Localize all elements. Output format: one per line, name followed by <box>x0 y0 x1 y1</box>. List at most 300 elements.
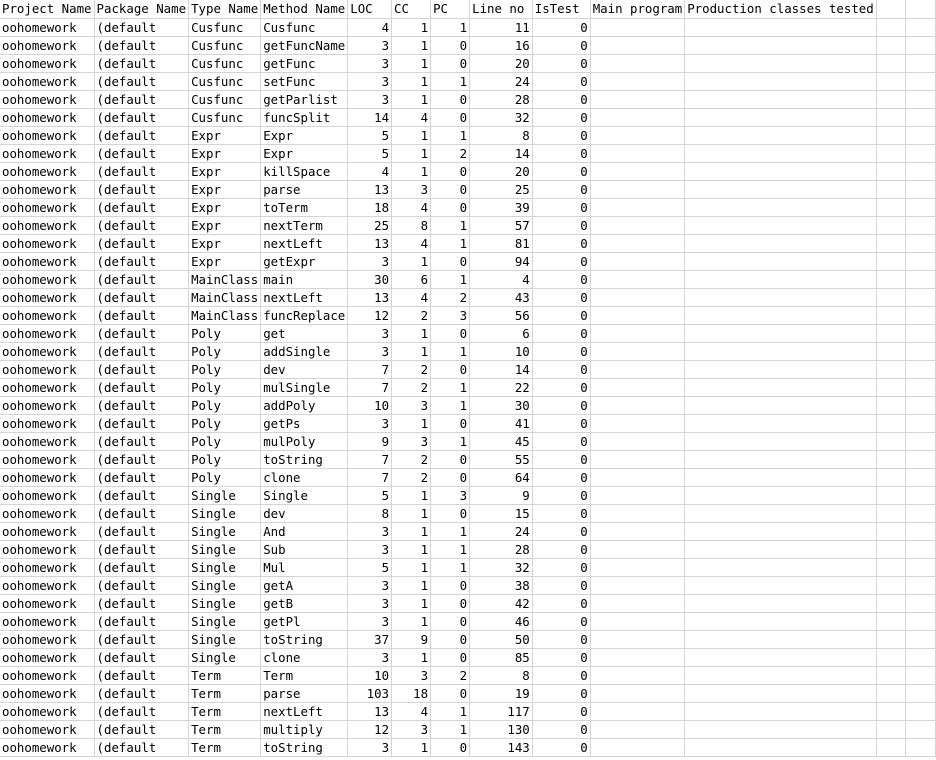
table-cell[interactable] <box>876 36 906 54</box>
table-cell[interactable]: 8 <box>348 504 392 522</box>
table-cell[interactable] <box>876 540 906 558</box>
table-cell[interactable]: oohomework <box>0 720 94 738</box>
table-cell[interactable]: 3 <box>348 648 392 666</box>
table-cell[interactable]: getExpr <box>261 252 348 270</box>
table-cell[interactable]: 0 <box>431 36 470 54</box>
table-cell[interactable] <box>685 702 877 720</box>
table-cell[interactable] <box>590 54 685 72</box>
table-cell[interactable]: (default <box>94 594 189 612</box>
table-cell[interactable] <box>685 198 877 216</box>
table-cell[interactable]: (default <box>94 360 189 378</box>
table-cell[interactable]: 14 <box>470 360 533 378</box>
table-cell[interactable] <box>906 558 936 576</box>
table-cell[interactable] <box>906 576 936 594</box>
table-cell[interactable]: Expr <box>189 198 261 216</box>
table-cell[interactable]: 3 <box>348 90 392 108</box>
table-cell[interactable]: 13 <box>348 234 392 252</box>
table-cell[interactable] <box>906 720 936 738</box>
table-cell[interactable]: 1 <box>392 18 431 36</box>
table-cell[interactable]: 0 <box>532 720 590 738</box>
table-cell[interactable] <box>876 126 906 144</box>
table-cell[interactable]: 0 <box>431 54 470 72</box>
table-cell[interactable]: Cusfunc <box>189 18 261 36</box>
table-cell[interactable]: (default <box>94 72 189 90</box>
table-cell[interactable]: 1 <box>431 342 470 360</box>
table-cell[interactable]: (default <box>94 162 189 180</box>
table-cell[interactable] <box>906 144 936 162</box>
table-cell[interactable]: Cusfunc <box>189 54 261 72</box>
table-cell[interactable]: Sub <box>261 540 348 558</box>
table-cell[interactable]: 0 <box>431 594 470 612</box>
table-cell[interactable] <box>876 90 906 108</box>
table-cell[interactable]: oohomework <box>0 306 94 324</box>
table-cell[interactable]: 14 <box>348 108 392 126</box>
table-cell[interactable] <box>590 378 685 396</box>
table-cell[interactable] <box>685 504 877 522</box>
table-cell[interactable]: Term <box>261 666 348 684</box>
table-cell[interactable]: Poly <box>189 468 261 486</box>
table-cell[interactable] <box>906 306 936 324</box>
table-cell[interactable]: 1 <box>392 72 431 90</box>
table-cell[interactable] <box>876 252 906 270</box>
table-cell[interactable] <box>590 108 685 126</box>
table-cell[interactable]: Expr <box>261 126 348 144</box>
table-cell[interactable] <box>685 684 877 702</box>
table-cell[interactable]: 7 <box>348 468 392 486</box>
table-cell[interactable] <box>906 54 936 72</box>
table-cell[interactable]: 0 <box>532 54 590 72</box>
table-cell[interactable]: 4 <box>392 108 431 126</box>
table-cell[interactable]: 1 <box>431 126 470 144</box>
table-cell[interactable] <box>876 324 906 342</box>
table-cell[interactable]: 0 <box>532 108 590 126</box>
table-cell[interactable]: Single <box>189 522 261 540</box>
table-cell[interactable]: 0 <box>532 666 590 684</box>
table-cell[interactable]: Cusfunc <box>189 108 261 126</box>
table-cell[interactable]: 8 <box>470 666 533 684</box>
table-cell[interactable]: 130 <box>470 720 533 738</box>
table-cell[interactable]: parse <box>261 684 348 702</box>
header-cell[interactable]: Main program <box>590 0 685 18</box>
table-cell[interactable]: 1 <box>392 522 431 540</box>
table-cell[interactable] <box>906 468 936 486</box>
table-cell[interactable]: (default <box>94 720 189 738</box>
table-cell[interactable]: 0 <box>532 90 590 108</box>
table-cell[interactable]: 1 <box>392 504 431 522</box>
table-cell[interactable]: (default <box>94 108 189 126</box>
table-cell[interactable]: 1 <box>392 126 431 144</box>
table-cell[interactable]: 64 <box>470 468 533 486</box>
table-cell[interactable]: 1 <box>392 36 431 54</box>
table-cell[interactable] <box>685 54 877 72</box>
table-cell[interactable]: 24 <box>470 72 533 90</box>
table-cell[interactable] <box>590 90 685 108</box>
table-cell[interactable] <box>906 180 936 198</box>
table-cell[interactable]: 1 <box>392 558 431 576</box>
table-cell[interactable]: 1 <box>431 234 470 252</box>
table-cell[interactable]: 2 <box>392 360 431 378</box>
table-cell[interactable]: 1 <box>392 252 431 270</box>
table-cell[interactable] <box>685 540 877 558</box>
table-cell[interactable]: 2 <box>431 666 470 684</box>
table-cell[interactable]: 5 <box>348 558 392 576</box>
table-cell[interactable]: Single <box>189 630 261 648</box>
table-cell[interactable]: (default <box>94 324 189 342</box>
table-cell[interactable]: 0 <box>431 360 470 378</box>
table-cell[interactable]: 1 <box>431 216 470 234</box>
table-cell[interactable]: 0 <box>532 36 590 54</box>
table-cell[interactable] <box>590 270 685 288</box>
table-cell[interactable]: (default <box>94 54 189 72</box>
table-cell[interactable]: 19 <box>470 684 533 702</box>
table-cell[interactable]: 1 <box>392 738 431 756</box>
table-cell[interactable] <box>685 18 877 36</box>
table-cell[interactable] <box>906 270 936 288</box>
table-cell[interactable]: 2 <box>431 144 470 162</box>
table-cell[interactable]: 0 <box>532 162 590 180</box>
table-cell[interactable] <box>906 450 936 468</box>
table-cell[interactable] <box>876 414 906 432</box>
table-cell[interactable]: (default <box>94 252 189 270</box>
table-cell[interactable]: 13 <box>348 288 392 306</box>
table-cell[interactable] <box>590 702 685 720</box>
table-cell[interactable]: 0 <box>532 378 590 396</box>
table-cell[interactable]: 1 <box>392 144 431 162</box>
table-cell[interactable] <box>590 252 685 270</box>
table-cell[interactable]: 3 <box>348 54 392 72</box>
table-cell[interactable] <box>590 468 685 486</box>
table-cell[interactable] <box>876 522 906 540</box>
table-cell[interactable]: 2 <box>392 468 431 486</box>
header-cell[interactable]: Line no <box>470 0 533 18</box>
table-cell[interactable]: 22 <box>470 378 533 396</box>
table-cell[interactable] <box>906 198 936 216</box>
table-cell[interactable]: 3 <box>348 522 392 540</box>
table-cell[interactable] <box>685 252 877 270</box>
table-cell[interactable]: 0 <box>532 126 590 144</box>
table-cell[interactable] <box>906 90 936 108</box>
table-cell[interactable]: (default <box>94 414 189 432</box>
table-cell[interactable]: 7 <box>348 360 392 378</box>
table-cell[interactable]: Single <box>189 486 261 504</box>
table-cell[interactable]: 43 <box>470 288 533 306</box>
table-cell[interactable]: Poly <box>189 342 261 360</box>
table-cell[interactable]: Poly <box>189 378 261 396</box>
table-cell[interactable]: (default <box>94 576 189 594</box>
table-cell[interactable] <box>876 234 906 252</box>
table-cell[interactable] <box>685 180 877 198</box>
table-cell[interactable] <box>685 126 877 144</box>
header-cell[interactable]: Method Name <box>261 0 348 18</box>
table-cell[interactable] <box>906 252 936 270</box>
table-cell[interactable]: 3 <box>348 252 392 270</box>
table-cell[interactable]: (default <box>94 666 189 684</box>
table-cell[interactable] <box>906 108 936 126</box>
table-cell[interactable]: oohomework <box>0 126 94 144</box>
table-cell[interactable]: 1 <box>431 270 470 288</box>
table-cell[interactable]: nextLeft <box>261 702 348 720</box>
table-cell[interactable]: main <box>261 270 348 288</box>
table-cell[interactable] <box>906 630 936 648</box>
table-cell[interactable]: 3 <box>392 666 431 684</box>
table-cell[interactable]: 0 <box>431 198 470 216</box>
table-cell[interactable] <box>876 180 906 198</box>
table-cell[interactable] <box>590 126 685 144</box>
table-cell[interactable] <box>590 720 685 738</box>
table-cell[interactable]: 3 <box>392 396 431 414</box>
table-cell[interactable] <box>906 396 936 414</box>
table-cell[interactable]: Single <box>189 504 261 522</box>
table-cell[interactable]: 0 <box>532 630 590 648</box>
table-cell[interactable]: 28 <box>470 540 533 558</box>
table-cell[interactable] <box>685 522 877 540</box>
table-cell[interactable] <box>906 486 936 504</box>
table-cell[interactable]: 0 <box>532 738 590 756</box>
table-cell[interactable]: addPoly <box>261 396 348 414</box>
table-cell[interactable] <box>685 720 877 738</box>
table-cell[interactable]: 0 <box>532 306 590 324</box>
table-cell[interactable]: 2 <box>392 378 431 396</box>
table-cell[interactable]: 10 <box>348 666 392 684</box>
table-cell[interactable]: 1 <box>431 432 470 450</box>
table-cell[interactable]: Cusfunc <box>189 90 261 108</box>
table-cell[interactable]: Expr <box>189 216 261 234</box>
table-cell[interactable]: Single <box>189 576 261 594</box>
header-cell[interactable]: Production classes tested <box>685 0 877 18</box>
table-cell[interactable] <box>876 270 906 288</box>
table-cell[interactable]: killSpace <box>261 162 348 180</box>
table-cell[interactable]: (default <box>94 468 189 486</box>
table-cell[interactable]: 0 <box>532 486 590 504</box>
table-cell[interactable]: 3 <box>348 738 392 756</box>
table-cell[interactable] <box>876 144 906 162</box>
table-cell[interactable] <box>590 486 685 504</box>
table-cell[interactable]: 3 <box>431 306 470 324</box>
table-cell[interactable] <box>876 216 906 234</box>
table-cell[interactable] <box>906 648 936 666</box>
table-cell[interactable]: oohomework <box>0 450 94 468</box>
table-cell[interactable]: (default <box>94 702 189 720</box>
table-cell[interactable]: Expr <box>189 126 261 144</box>
header-cell[interactable]: CC <box>392 0 431 18</box>
table-cell[interactable]: 0 <box>532 504 590 522</box>
header-cell[interactable]: Type Name <box>189 0 261 18</box>
table-cell[interactable] <box>906 360 936 378</box>
table-cell[interactable]: 39 <box>470 198 533 216</box>
table-cell[interactable]: 117 <box>470 702 533 720</box>
table-cell[interactable]: 3 <box>431 486 470 504</box>
table-cell[interactable] <box>876 108 906 126</box>
table-cell[interactable] <box>685 144 877 162</box>
table-cell[interactable] <box>590 234 685 252</box>
table-cell[interactable]: multiply <box>261 720 348 738</box>
table-cell[interactable]: nextLeft <box>261 234 348 252</box>
table-cell[interactable] <box>876 738 906 756</box>
table-cell[interactable]: 8 <box>470 126 533 144</box>
table-cell[interactable]: (default <box>94 396 189 414</box>
table-cell[interactable]: (default <box>94 558 189 576</box>
table-cell[interactable]: Single <box>189 594 261 612</box>
table-cell[interactable]: 0 <box>532 522 590 540</box>
table-cell[interactable] <box>590 306 685 324</box>
table-cell[interactable] <box>906 684 936 702</box>
table-cell[interactable] <box>906 702 936 720</box>
table-cell[interactable] <box>685 162 877 180</box>
table-cell[interactable] <box>906 342 936 360</box>
table-cell[interactable]: (default <box>94 180 189 198</box>
table-cell[interactable]: MainClass <box>189 288 261 306</box>
table-cell[interactable]: 0 <box>532 558 590 576</box>
table-cell[interactable]: 0 <box>431 108 470 126</box>
table-cell[interactable] <box>906 234 936 252</box>
table-cell[interactable]: (default <box>94 144 189 162</box>
table-cell[interactable]: 1 <box>431 72 470 90</box>
table-cell[interactable] <box>876 360 906 378</box>
table-cell[interactable]: 0 <box>532 324 590 342</box>
table-cell[interactable]: 94 <box>470 252 533 270</box>
table-cell[interactable]: Expr <box>189 144 261 162</box>
table-cell[interactable]: Single <box>189 540 261 558</box>
table-cell[interactable]: 0 <box>431 468 470 486</box>
table-cell[interactable]: oohomework <box>0 684 94 702</box>
table-cell[interactable]: oohomework <box>0 540 94 558</box>
table-cell[interactable] <box>590 288 685 306</box>
table-cell[interactable] <box>906 522 936 540</box>
table-cell[interactable]: 12 <box>348 720 392 738</box>
table-cell[interactable] <box>876 18 906 36</box>
table-cell[interactable]: 3 <box>348 594 392 612</box>
table-cell[interactable] <box>876 198 906 216</box>
table-cell[interactable] <box>685 594 877 612</box>
table-cell[interactable]: 0 <box>532 198 590 216</box>
table-cell[interactable] <box>906 612 936 630</box>
table-cell[interactable] <box>876 54 906 72</box>
table-cell[interactable]: 4 <box>392 702 431 720</box>
table-cell[interactable]: mulPoly <box>261 432 348 450</box>
table-cell[interactable]: 0 <box>532 468 590 486</box>
table-cell[interactable]: Cusfunc <box>261 18 348 36</box>
table-cell[interactable] <box>590 342 685 360</box>
table-cell[interactable]: Expr <box>189 252 261 270</box>
table-cell[interactable]: oohomework <box>0 396 94 414</box>
table-cell[interactable] <box>906 36 936 54</box>
table-cell[interactable]: 50 <box>470 630 533 648</box>
table-cell[interactable]: Single <box>189 612 261 630</box>
table-cell[interactable]: MainClass <box>189 270 261 288</box>
table-cell[interactable]: 3 <box>348 576 392 594</box>
table-cell[interactable]: 41 <box>470 414 533 432</box>
table-cell[interactable]: 0 <box>532 450 590 468</box>
table-cell[interactable]: 0 <box>532 702 590 720</box>
table-cell[interactable] <box>590 324 685 342</box>
table-cell[interactable]: And <box>261 522 348 540</box>
table-cell[interactable]: 20 <box>470 54 533 72</box>
table-cell[interactable]: Expr <box>189 162 261 180</box>
table-cell[interactable]: oohomework <box>0 702 94 720</box>
table-cell[interactable]: 1 <box>392 612 431 630</box>
table-cell[interactable] <box>685 738 877 756</box>
header-cell[interactable]: IsTest <box>532 0 590 18</box>
table-cell[interactable]: dev <box>261 504 348 522</box>
table-cell[interactable]: 28 <box>470 90 533 108</box>
table-cell[interactable]: 5 <box>348 486 392 504</box>
table-cell[interactable]: 3 <box>348 612 392 630</box>
table-cell[interactable]: 55 <box>470 450 533 468</box>
table-cell[interactable]: 3 <box>348 36 392 54</box>
table-cell[interactable]: 0 <box>532 594 590 612</box>
table-cell[interactable] <box>685 450 877 468</box>
table-cell[interactable] <box>906 18 936 36</box>
table-cell[interactable]: (default <box>94 522 189 540</box>
table-cell[interactable] <box>590 684 685 702</box>
table-cell[interactable] <box>876 504 906 522</box>
table-cell[interactable]: MainClass <box>189 306 261 324</box>
table-cell[interactable]: 18 <box>348 198 392 216</box>
table-cell[interactable]: 11 <box>470 18 533 36</box>
table-cell[interactable]: 0 <box>532 18 590 36</box>
table-cell[interactable]: Term <box>189 702 261 720</box>
table-cell[interactable] <box>685 108 877 126</box>
table-cell[interactable]: 3 <box>392 432 431 450</box>
table-cell[interactable] <box>590 198 685 216</box>
table-cell[interactable]: oohomework <box>0 342 94 360</box>
table-cell[interactable]: 7 <box>348 450 392 468</box>
table-cell[interactable]: Poly <box>189 324 261 342</box>
header-cell[interactable]: LOC <box>348 0 392 18</box>
table-cell[interactable] <box>906 72 936 90</box>
table-cell[interactable]: 30 <box>470 396 533 414</box>
table-cell[interactable]: 0 <box>431 252 470 270</box>
table-cell[interactable]: 0 <box>431 684 470 702</box>
table-cell[interactable] <box>590 432 685 450</box>
table-cell[interactable]: get <box>261 324 348 342</box>
table-cell[interactable]: 103 <box>348 684 392 702</box>
table-cell[interactable]: (default <box>94 504 189 522</box>
table-cell[interactable]: oohomework <box>0 54 94 72</box>
table-cell[interactable] <box>685 306 877 324</box>
table-cell[interactable] <box>590 738 685 756</box>
table-cell[interactable] <box>685 360 877 378</box>
table-cell[interactable]: 6 <box>392 270 431 288</box>
table-cell[interactable] <box>906 126 936 144</box>
table-cell[interactable]: Single <box>261 486 348 504</box>
table-cell[interactable]: Term <box>189 684 261 702</box>
table-cell[interactable]: 4 <box>470 270 533 288</box>
table-cell[interactable]: (default <box>94 126 189 144</box>
table-cell[interactable]: toString <box>261 450 348 468</box>
table-cell[interactable] <box>685 288 877 306</box>
table-cell[interactable]: oohomework <box>0 378 94 396</box>
table-cell[interactable]: 1 <box>431 396 470 414</box>
table-cell[interactable] <box>685 72 877 90</box>
table-cell[interactable]: 1 <box>392 162 431 180</box>
table-cell[interactable] <box>685 612 877 630</box>
table-cell[interactable]: getParlist <box>261 90 348 108</box>
table-cell[interactable]: oohomework <box>0 72 94 90</box>
table-cell[interactable]: 0 <box>532 684 590 702</box>
table-cell[interactable]: 3 <box>348 342 392 360</box>
table-cell[interactable]: (default <box>94 432 189 450</box>
table-cell[interactable]: 1 <box>431 702 470 720</box>
header-cell[interactable]: PC <box>431 0 470 18</box>
table-cell[interactable]: 0 <box>532 432 590 450</box>
table-cell[interactable]: oohomework <box>0 468 94 486</box>
table-cell[interactable]: 0 <box>532 414 590 432</box>
table-cell[interactable]: oohomework <box>0 360 94 378</box>
table-cell[interactable] <box>906 666 936 684</box>
table-cell[interactable] <box>590 576 685 594</box>
table-cell[interactable]: Poly <box>189 432 261 450</box>
